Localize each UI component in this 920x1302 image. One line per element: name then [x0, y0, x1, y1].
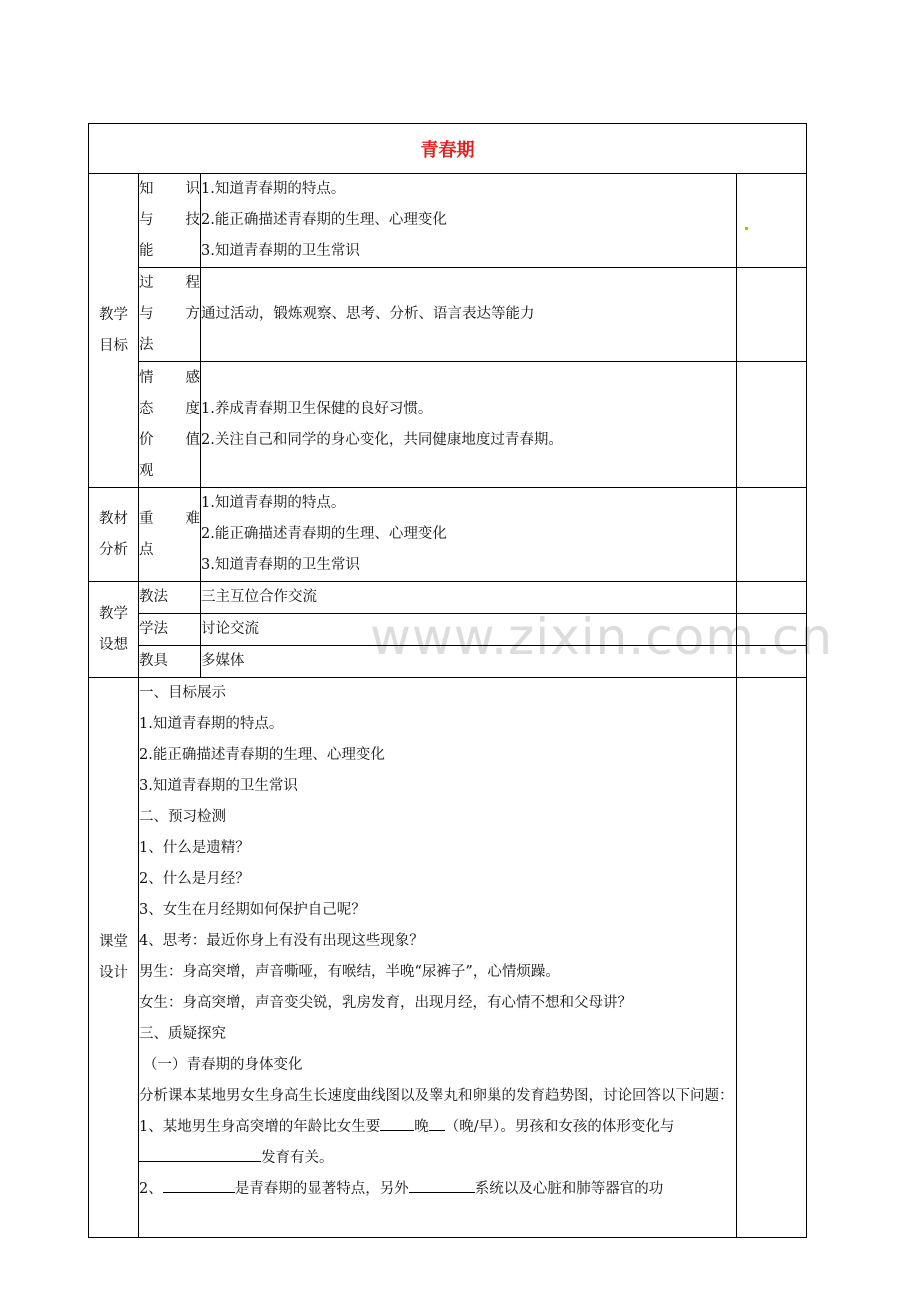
label-emotion-values: 情 感 态 度 价 值 观 [139, 362, 201, 488]
process-content: 通过活动，锻炼观察、思考、分析、语言表达等能力 [201, 268, 737, 362]
label-process-method: 过 程 与 方 法 [139, 268, 201, 362]
teaching-aids-value: 多媒体 [201, 646, 737, 678]
question-2: 2、 是青春期的显著特点，另外 系统以及心脏和肺等器官的功 [139, 1181, 664, 1197]
side-cell [737, 678, 807, 1238]
side-cell [737, 362, 807, 488]
category-teaching-plan: 教学 设想 [89, 582, 139, 678]
label-teaching-method: 教法 [139, 582, 201, 614]
question-1: 1、某地男生身高突增的年龄比女生要 晚 （晚/早）。男孩和女孩的体形变化与发育有关。 [139, 1119, 675, 1166]
side-cell [737, 174, 807, 268]
emotion-content: 1.养成青春期卫生保健的良好习惯。 2.关注自己和同学的身心变化，共同健康地度过青春期。 [201, 362, 737, 488]
side-cell [737, 646, 807, 678]
label-knowledge-skills: 知 识 与 技 能 [139, 174, 201, 268]
category-material-analysis: 教材 分析 [89, 488, 139, 582]
lesson-plan-table [88, 123, 807, 1238]
side-cell [737, 488, 807, 582]
teaching-method-value: 三主互位合作交流 [201, 582, 737, 614]
page-title: 青春期 [89, 124, 807, 174]
label-key-difficult: 重 难 点 [139, 488, 201, 582]
knowledge-content: 1.知道青春期的特点。 2.能正确描述青春期的生理、心理变化 3.知道青春期的卫生常识 [201, 174, 737, 268]
classroom-content: 一、目标展示 1.知道青春期的特点。 2.能正确描述青春期的生理、心理变化 3.知道青春期的卫生常识 二、预习检测 1、什么是遗精？ 2、什么是月经？ 3、女生在月经期如何保护自己呢？ 4、思考：最近你身上有没有出现这些现象？ 男生：身高突增，声音嘶哑，有喉结，半晚“尿裤子”，心情烦躁。 女生：身高突增，声音变尖锐，乳房发育，出现月经，有心情不想和父母讲？ 三、质疑探究 （一）青春期的身体变化 分析课本某地男女生身高生长速度曲线图以及睾丸和卵巢的发育趋势图，讨论回答以下问题： 1、某地男生身高突增的年龄比女生要 晚 （晚/早）。男孩和女孩的体形变化与发育有关。 2、 是青春期的显著特点，另外 系统以及心脏和肺等器官的功 [139, 678, 737, 1238]
side-cell [737, 268, 807, 362]
label-learning-method: 学法 [139, 614, 201, 646]
category-classroom-design: 课堂 设计 [89, 678, 139, 1238]
material-content: 1.知道青春期的特点。 2.能正确描述青春期的生理、心理变化 3.知道青春期的卫生常识 [201, 488, 737, 582]
label-teaching-aids: 教具 [139, 646, 201, 678]
watermark: www.zixin.com.cn [370, 608, 834, 666]
side-cell [737, 582, 807, 614]
learning-method-value: 讨论交流 [201, 614, 737, 646]
category-teaching-goals: 教学 目标 [89, 174, 139, 488]
side-cell [737, 614, 807, 646]
